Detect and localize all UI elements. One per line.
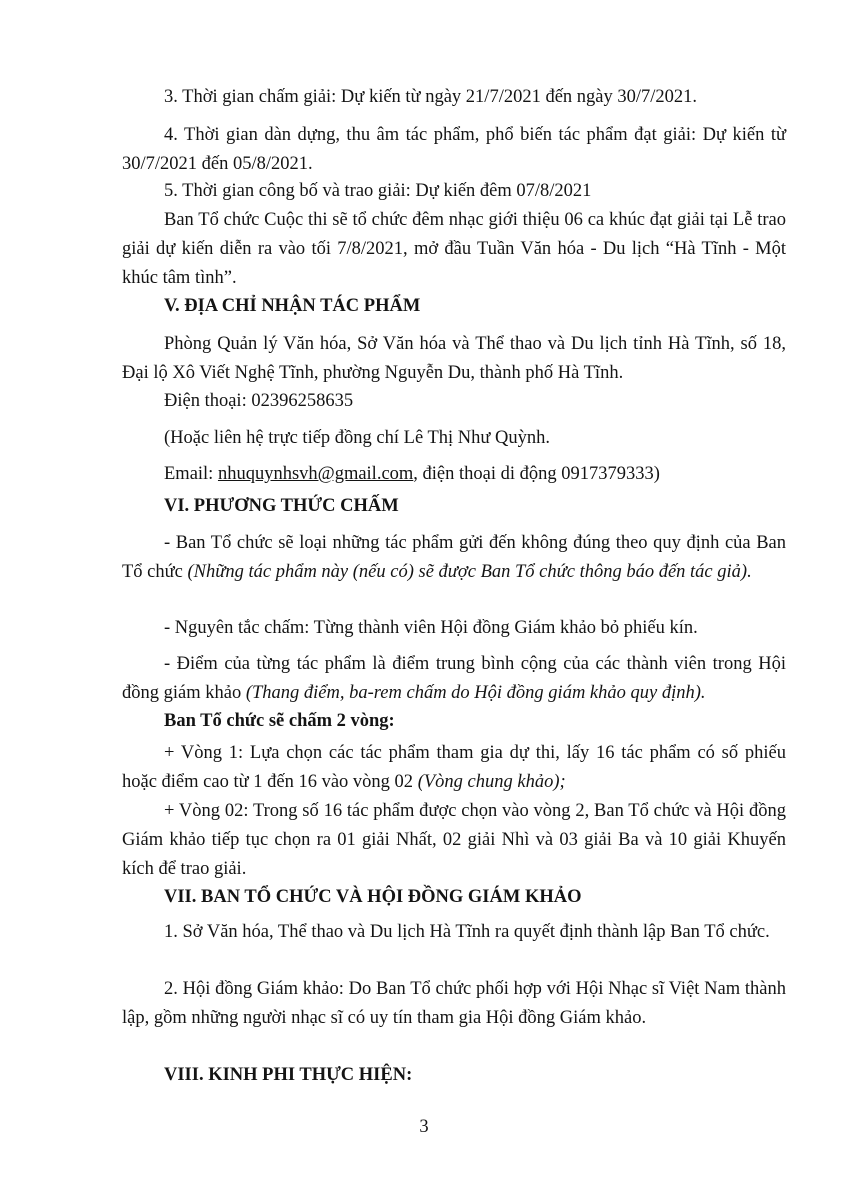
organizer-paragraph: 1. Sở Văn hóa, Thể thao và Du lịch Hà Tĩnh ra quyết định thành lập Ban Tổ chức. — [164, 922, 770, 942]
schedule-item-3: 3. Thời gian chấm giải: Dự kiến từ ngày 21/7/2021 đến ngày 30/7/2021. — [164, 87, 698, 107]
round-1-text: + Vòng 1: Lựa chọn các tác phẩm tham gia dự thi, lấy 16 tác phẩm có số phiếu hoặc điểm cao từ 1 đến 16 vào vòng 02 — [122, 743, 786, 792]
schedule-item-5: 5. Thời gian công bố và trao giải: Dự kiến đêm 07/8/2021 — [164, 181, 592, 201]
section-7-heading: VII. BAN TỔ CHỨC VÀ HỘI ĐỒNG GIÁM KHẢO — [164, 887, 582, 907]
phone-line: Điện thoại: 02396258635 — [164, 391, 354, 411]
score-calculation-note: (Thang điểm, ba-rem chấm do Hội đồng giám khảo quy định). — [245, 683, 706, 703]
page-number: 3 — [419, 1117, 429, 1137]
section-8-heading: VIII. KINH PHI THỰC HIỆN: — [164, 1065, 413, 1085]
rounds-heading: Ban Tổ chức sẽ chấm 2 vòng: — [164, 711, 395, 731]
round-1-paragraph — [122, 739, 786, 797]
email-link[interactable]: nhuquynhsvh@gmail.com — [217, 464, 414, 484]
contact-line: (Hoặc liên hệ trực tiếp đồng chí Lê Thị Như Quỳnh. — [164, 428, 551, 448]
round-1-note: (Vòng chung khảo); — [417, 772, 566, 792]
reject-rule-text: - Ban Tổ chức sẽ loại những tác phẩm gửi đến không đúng theo quy định của Ban Tổ chức — [122, 533, 786, 582]
gala-paragraph: Ban Tổ chức Cuộc thi sẽ tổ chức đêm nhạc giới thiệu 06 ca khúc đạt giải tại Lễ trao giải dự kiến diễn ra vào tối 7/8/2021, mở đầu Tuần Văn hóa - Du lịch “Hà Tĩnh - Một khúc tâm tình”. — [122, 210, 786, 288]
reject-rule-note: (Những tác phẩm này (nếu có) sẽ được Ban Tổ chức thông báo đến tác giả). — [187, 562, 752, 582]
score-calculation-paragraph — [122, 650, 786, 708]
section-5-heading: V. ĐỊA CHỈ NHẬN TÁC PHẨM — [164, 296, 421, 316]
address-paragraph: Phòng Quản lý Văn hóa, Sở Văn hóa và Thể thao và Du lịch tỉnh Hà Tĩnh, số 18, Đại lộ Xô Viết Nghệ Tĩnh, phường Nguyễn Du, thành phố Hà Tĩnh. — [122, 334, 786, 383]
score-calculation-text: - Điểm của từng tác phẩm là điểm trung bình cộng của các thành viên trong Hội đồng giám khảo — [122, 654, 786, 703]
reject-rule-paragraph — [122, 529, 786, 587]
email-label: Email: — [164, 464, 218, 484]
email-line — [122, 460, 786, 489]
schedule-item-4: 4. Thời gian dàn dựng, thu âm tác phẩm, phổ biến tác phẩm đạt giải: Dự kiến từ 30/7/2021 đến 05/8/2021. — [122, 125, 786, 174]
jury-paragraph: 2. Hội đồng Giám khảo: Do Ban Tổ chức phối hợp với Hội Nhạc sĩ Việt Nam thành lập, gồm những người nhạc sĩ có uy tín tham gia Hội đồng Giám khảo. — [122, 979, 786, 1028]
mobile-phone-text: , điện thoại di động 0917379333) — [413, 464, 660, 484]
section-6-heading: VI. PHƯƠNG THỨC CHẤM — [164, 496, 399, 516]
scoring-principle: - Nguyên tắc chấm: Từng thành viên Hội đồng Giám khảo bỏ phiếu kín. — [164, 618, 698, 638]
round-2-paragraph: + Vòng 02: Trong số 16 tác phẩm được chọn vào vòng 2, Ban Tổ chức và Hội đồng Giám khảo tiếp tục chọn ra 01 giải Nhất, 02 giải Nhì và 03 giải Ba và 10 giải Khuyến kích để trao giải. — [122, 801, 786, 879]
